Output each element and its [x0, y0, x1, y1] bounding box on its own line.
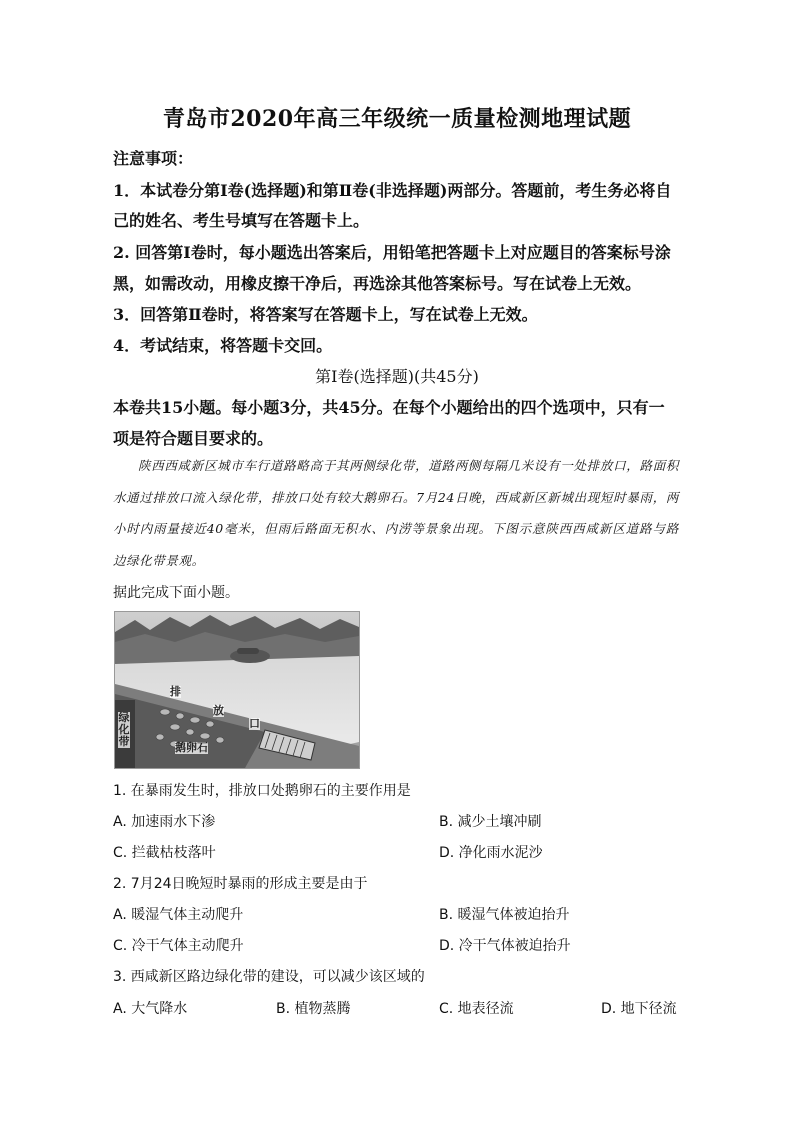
outlet-label-pai: 排 — [170, 685, 181, 698]
notice-item: 2. 回答第Ⅰ卷时，每小题选出答案后，用铅笔把答题卡上对应题目的答案标号涂 — [113, 243, 671, 262]
notice-item: 己的姓名、考生号填写在答题卡上。 — [113, 211, 370, 230]
option-b[interactable]: B. 植物蒸腾 — [276, 1001, 351, 1017]
option-d[interactable]: D. 冷干气体被迫抬升 — [439, 938, 571, 954]
road-scene-image — [115, 612, 359, 768]
option-b[interactable]: B. 减少土壤冲刷 — [439, 814, 542, 830]
passage-text: 陕西西咸新区城市车行道路略高于其两侧绿化带，道路两侧每隔几米设有一处排放口，路面积水通过排放口流入绿化带，排放口处有较大鹅卵石。7月24日晚，西咸新区新城出现短时暴雨，两小时内雨量接近40毫米，但雨后路面无积水、内涝等景象出现。下图示意陕西西咸新区道路与路边绿化带景观。 — [113, 458, 679, 568]
green-belt-label: 绿化带 — [118, 711, 130, 749]
option-c[interactable]: C. 地表径流 — [439, 1001, 514, 1017]
notice-item: 1．本试卷分第Ⅰ卷(选择题)和第Ⅱ卷(非选择题)两部分。答题前，考生务必将自 — [113, 181, 672, 200]
page-title: 青岛市2020年高三年级统一质量检测地理试题 — [162, 106, 632, 132]
question-stem: 1. 在暴雨发生时，排放口处鹅卵石的主要作用是 — [113, 783, 411, 799]
notice-heading: 注意事项： — [113, 149, 194, 168]
option-a[interactable]: A. 暖湿气体主动爬升 — [113, 907, 244, 923]
notice-item: 4．考试结束，将答题卡交回。 — [113, 336, 333, 355]
option-d[interactable]: D. 地下径流 — [601, 1001, 677, 1017]
notice-item: 3．回答第Ⅱ卷时，将答案写在答题卡上，写在试卷上无效。 — [113, 305, 538, 324]
option-c[interactable]: C. 拦截枯枝落叶 — [113, 845, 216, 861]
question-stem: 3. 西咸新区路边绿化带的建设，可以减少该区域的 — [113, 969, 425, 985]
road-photo — [114, 611, 360, 769]
notice-item: 黑，如需改动，用橡皮擦干净后，再选涂其他答案标号。写在试卷上无效。 — [113, 274, 642, 293]
outlet-label-fang: 放 — [213, 704, 224, 717]
option-a[interactable]: A. 加速雨水下渗 — [113, 814, 216, 830]
outlet-label-kou: 口 — [249, 717, 260, 730]
question-stem: 2. 7月24日晚短时暴雨的形成主要是由于 — [113, 876, 368, 892]
section-heading: 第Ⅰ卷(选择题)(共45分) — [315, 367, 479, 386]
prompt-text: 据此完成下面小题。 — [113, 585, 239, 601]
option-a[interactable]: A. 大气降水 — [113, 1001, 188, 1017]
option-c[interactable]: C. 冷干气体主动爬升 — [113, 938, 244, 954]
section-intro: 本卷共15小题。每小题3分，共45分。在每个小题给出的四个选项中，只有一 — [113, 398, 665, 417]
option-d[interactable]: D. 净化雨水泥沙 — [439, 845, 543, 861]
pebbles-label: 鹅卵石 — [175, 741, 208, 754]
section-intro: 项是符合题目要求的。 — [113, 429, 274, 448]
option-b[interactable]: B. 暖湿气体被迫抬升 — [439, 907, 570, 923]
